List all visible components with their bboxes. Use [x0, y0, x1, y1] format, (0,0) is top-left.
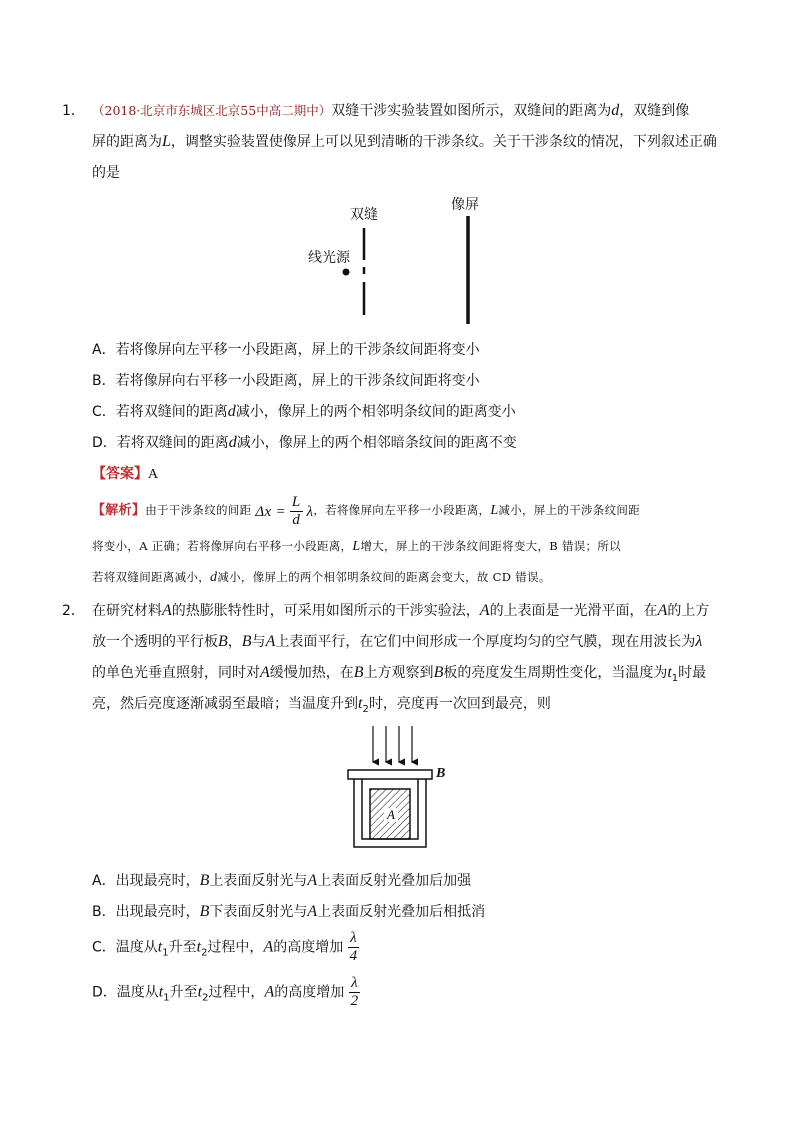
- question-1-stem-line-2: 屏的距离为L，调整实验装置使像屏上可以见到清晰的干涉条纹。关于干涉条纹的情况，下列叙述正确: [92, 133, 717, 150]
- question-2-stem-line-1: 在研究材料A的热膨胀特性时，可采用如图所示的干涉实验法，A的上表面是一光滑平面，在A的上方: [92, 602, 710, 619]
- question-1-analysis-line-3: 若将双缝间距离减小，d减小，像屏上的两个相邻明条纹间的距离会变大，故 CD 错误。: [92, 570, 551, 585]
- light-source-label: 线光源: [308, 250, 350, 266]
- question-1-analysis-line-1: 【解析】由于干涉条纹的间距 Δx = $\frac{L}{d}$ λ，若将像屏向左平移一小段距离，L减小，屏上的干涉条纹间距: [92, 494, 641, 528]
- question-1-option-d: D．若将双缝间的距离d减小，像屏上的两个相邻暗条纹间的距离不变: [92, 434, 517, 451]
- question-2-option-d: D．温度从$t_1$升至$t_2$过程中，A的高度增加 $\frac{\lambda}{2}$: [92, 975, 359, 1009]
- screen-label: 像屏: [451, 197, 479, 213]
- question-1-source: （2018·北京市东城区北京55中高二期中）: [92, 103, 332, 118]
- question-2-stem-line-3: 的单色光垂直照射，同时对A缓慢加热，在B上方观察到B板的亮度发生周期性变化，当温度为$t_1$时最: [92, 664, 707, 684]
- spacing-formula: Δx = $\frac{L}{d}$ λ: [255, 494, 314, 528]
- plate-b-label: B: [436, 766, 446, 781]
- plate-b: [348, 770, 432, 779]
- lambda-over-4: $\frac{\lambda}{4}$: [349, 930, 358, 964]
- question-1-option-a: A．若将像屏向左平移一小段距离，屏上的干涉条纹间距将变小: [92, 342, 480, 358]
- question-2-option-b: B．出现最亮时，B下表面反射光与A上表面反射光叠加后相抵消: [92, 903, 486, 920]
- question-2-number: 2．: [62, 603, 85, 619]
- double-slit-figure: [300, 190, 500, 330]
- double-slit-drawing: [300, 190, 500, 330]
- question-1-stem-line-1: （2018·北京市东城区北京55中高二期中）双缝干涉实验装置如图所示，双缝间的距离为d，双缝到像: [92, 102, 690, 119]
- material-a-label: A: [387, 807, 395, 822]
- thermal-expansion-drawing: [340, 722, 460, 857]
- analysis-tag: 【解析】: [92, 503, 146, 518]
- answer-tag: 【答案】: [92, 466, 148, 482]
- light-source-dot: [343, 269, 350, 276]
- question-2-option-a: A．出现最亮时，B上表面反射光与A上表面反射光叠加后加强: [92, 872, 472, 889]
- question-1-option-c: C．若将双缝间的距离d减小，像屏上的两个相邻明条纹间的距离变小: [92, 403, 516, 420]
- question-1-answer: [92, 463, 158, 486]
- question-2-stem-line-2: 放一个透明的平行板B，B与A上表面平行，在它们中间形成一个厚度均匀的空气膜，现在用波长为λ: [92, 633, 703, 650]
- question-1-option-b: B．若将像屏向右平移一小段距离，屏上的干涉条纹间距将变小: [92, 373, 480, 389]
- question-2-option-c: C．温度从$t_1$升至$t_2$过程中，A的高度增加 $\frac{\lambda}{4}$: [92, 930, 358, 964]
- thermal-expansion-figure: [340, 722, 460, 857]
- question-1-analysis-line-2: 将变小，A 正确；若将像屏向右平移一小段距离，L增大，屏上的干涉条纹间距将变大，B 错误；所以: [92, 539, 621, 554]
- slits-label: 双缝: [350, 207, 378, 223]
- answer-value: A: [148, 467, 159, 482]
- question-1-stem-line-3: 的是: [92, 165, 120, 181]
- lambda-over-2: $\frac{\lambda}{2}$: [350, 975, 359, 1009]
- question-1-number: 1．: [62, 103, 85, 119]
- question-2-stem-line-4: 亮，然后亮度逐渐减弱至最暗；当温度升到$t_2$时，亮度再一次回到最亮，则: [92, 695, 551, 715]
